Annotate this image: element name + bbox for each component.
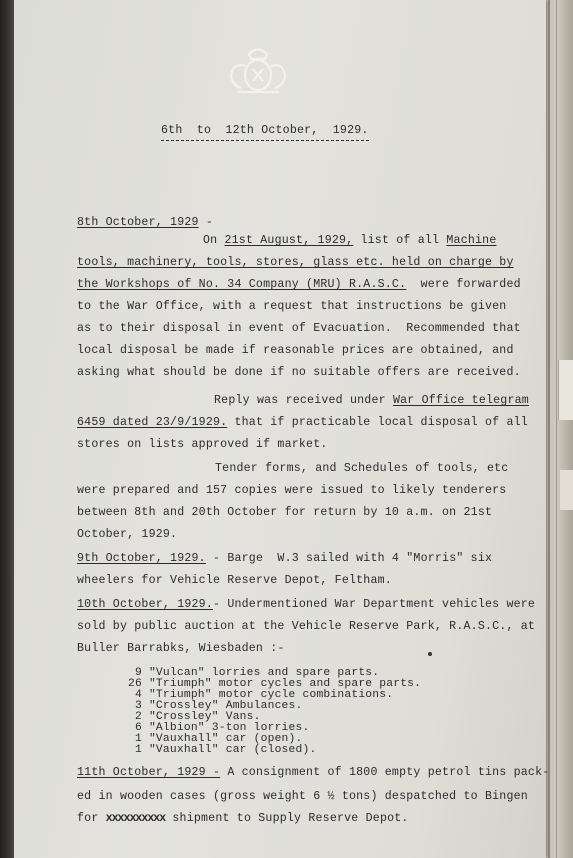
text-run: for [77, 812, 106, 825]
page-edge [548, 0, 550, 858]
text-run: stores on lists approved if market. [77, 438, 328, 451]
text-run: were prepared and 157 copies were issued to likely tenderers [77, 484, 507, 497]
text-line [77, 416, 528, 430]
text-line [77, 766, 549, 780]
text-run: as to their disposal in event of Evacuation. Recommended that [77, 322, 521, 335]
text-run: asking what should be done if no suitable offers are received. [77, 366, 521, 379]
heading-divider [161, 140, 369, 141]
vehicle-list-item [128, 743, 316, 757]
underlined-text: War Office telegram [392, 394, 529, 407]
text-line [77, 574, 392, 588]
text-line [77, 506, 492, 520]
text-run: local disposal be made if reasonable prices are obtained, and [77, 344, 514, 357]
text-line [77, 484, 506, 498]
text-run: list of all [353, 234, 447, 247]
text-run: 1 "Vauxhall" car (closed). [128, 744, 317, 756]
text-run: 2 "Crossley" Vans. [128, 711, 261, 723]
page-edge [556, 0, 557, 858]
text-run: shipment to Supply Reserve Depot. [165, 812, 409, 825]
underlined-text: 9th October, 1929. [77, 552, 206, 565]
text-line [77, 812, 409, 826]
text-line [77, 598, 535, 612]
text-line [214, 394, 529, 408]
text-run: A consignment of 1800 empty petrol tins pack- [220, 766, 550, 779]
text-line [77, 366, 521, 380]
text-run: 1 "Vauxhall" car (open). [128, 733, 303, 745]
text-run: 4 "Triumph" motor cycle combinations. [128, 689, 394, 701]
paper-tab [558, 360, 573, 420]
text-line [77, 620, 535, 634]
paper-tab [560, 470, 573, 510]
text-line [215, 462, 508, 476]
underlined-text: tools, machinery, tools, stores, glass etc. held on charge by [77, 256, 514, 269]
underlined-text: 10th October, 1929. [77, 598, 213, 611]
text-line [77, 344, 514, 358]
text-line [203, 234, 496, 248]
underlined-text: the Workshops of No. 34 Company (MRU) R.A.S.C. [77, 278, 407, 291]
text-run: On [203, 234, 225, 247]
text-run: wheelers for Vehicle Reserve Depot, Feltham. [77, 574, 392, 587]
text-line [77, 256, 514, 270]
text-line [77, 300, 506, 314]
text-run: 26 "Triumph" motor cycles and spare parts. [128, 678, 422, 690]
text-run: - [198, 216, 214, 229]
ink-mark [428, 652, 432, 656]
royal-crest-emboss-icon [223, 42, 293, 98]
text-run: October, 1929. [77, 528, 178, 541]
text-run: that if practicable local disposal of all [227, 416, 528, 429]
underlined-text: 8th October, 1929 [77, 216, 199, 229]
text-run: - Barge W.3 sailed with 4 "Morris" six [205, 552, 493, 565]
text-line [77, 438, 328, 452]
text-line [77, 322, 521, 336]
underlined-text: 6459 dated 23/9/1929. [77, 416, 228, 429]
text-line [77, 642, 285, 656]
text-run: between 8th and 20th October for return by 10 a.m. on 21st [77, 506, 493, 519]
text-run: were forwarded [406, 278, 521, 291]
underlined-text: 21st August, 1929, [224, 234, 354, 247]
text-run: ed in wooden cases (gross weight 6 ½ tons) despatched to Bingen [77, 790, 528, 803]
text-line [77, 278, 521, 292]
text-run: sold by public auction at the Vehicle Reserve Park, R.A.S.C., at [77, 620, 536, 633]
text-run: Buller Barrabks, Wiesbaden :- [77, 642, 285, 655]
underlined-text: 11th October, 1929 - [77, 766, 221, 779]
text-run: 6 "Albion" 3-ton lorries. [128, 722, 310, 734]
text-line [77, 552, 492, 566]
text-run: 9 "Vulcan" lorries and spare parts. [128, 667, 380, 679]
text-line [77, 790, 528, 804]
text-line [77, 528, 177, 542]
text-run: 3 "Crossley" Ambulances. [128, 700, 303, 712]
text-run: Tender forms, and Schedules of tools, etc [215, 462, 509, 475]
text-line [77, 216, 213, 230]
date-range-heading: 6th to 12th October, 1929. [161, 124, 369, 137]
text-run: - Undermentioned War Department vehicles were [213, 598, 536, 611]
text-run: to the War Office, with a request that instructions be given [77, 300, 507, 313]
text-run: Reply was received under [214, 394, 393, 407]
struck-text: xxxxxxxxxx [105, 812, 166, 825]
underlined-text: Machine [446, 234, 497, 247]
